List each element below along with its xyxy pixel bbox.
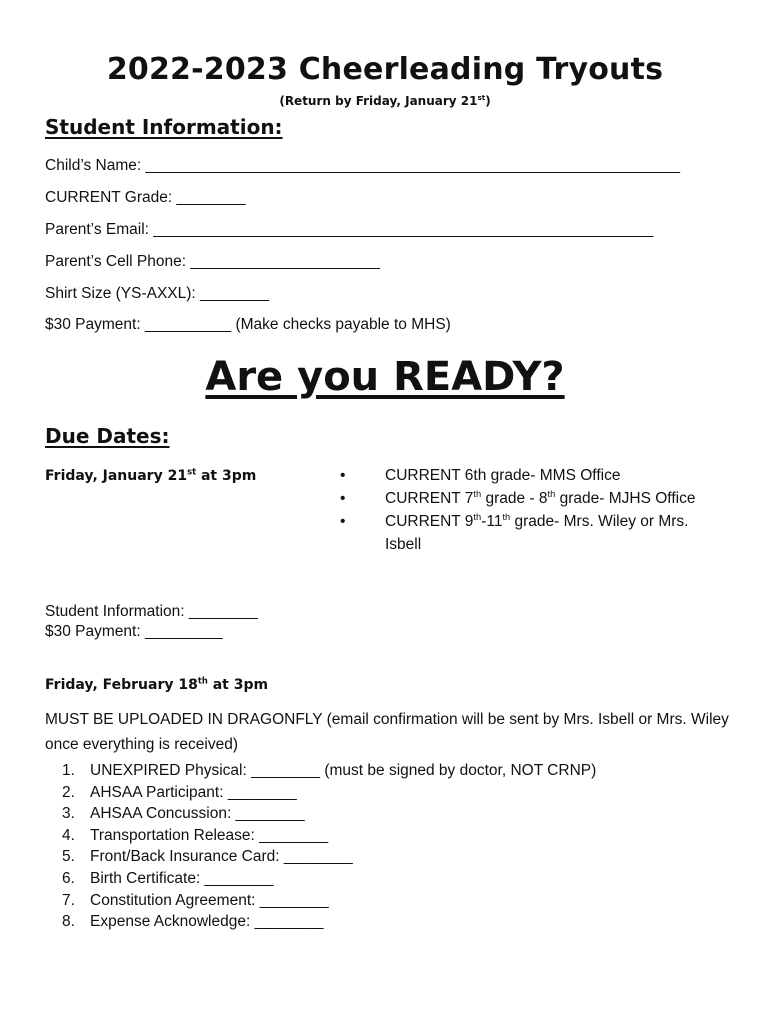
list-item: 1. UNEXPIRED Physical: ________ (must be signed by doctor, NOT CRNP) xyxy=(62,762,597,779)
payment-check-field: $30 Payment: _________ xyxy=(45,623,223,640)
list-item: 6. Birth Certificate: ________ xyxy=(62,869,274,887)
list-item: 5. Front/Back Insurance Card: ________ xyxy=(62,848,353,866)
list-item: 2. AHSAA Participant: ________ xyxy=(62,783,297,801)
list-item: 4. Transportation Release: ________ xyxy=(62,826,329,844)
student-info-heading: Student Information: xyxy=(45,115,283,139)
drop-off-locations-list xyxy=(340,464,720,556)
list-item: 7. Constitution Agreement: ________ xyxy=(62,891,329,909)
bullet-icon: • xyxy=(340,467,346,484)
list-item: 8. Expense Acknowledge: ________ xyxy=(62,913,324,931)
due-dates-heading: Due Dates: xyxy=(45,424,170,448)
parent-email-field: Parent’s Email: __________________________________________________________ xyxy=(45,221,654,238)
list-item: • CURRENT 6th grade- MMS Office xyxy=(340,464,720,487)
bullet-icon: • xyxy=(340,513,346,530)
list-item: • CURRENT 7th grade - 8th grade- MJHS Office xyxy=(340,487,720,510)
upload-instruction: MUST BE UPLOADED IN DRAGONFLY (email confirmation will be sent by Mrs. Isbell or Mrs. Wiley once everything is received) xyxy=(45,711,729,753)
childs-name-field: Child’s Name: ______________________________________________________________ xyxy=(45,157,680,174)
bullet-icon: • xyxy=(340,490,346,507)
parent-cell-phone-field: Parent’s Cell Phone: ______________________ xyxy=(45,253,380,270)
payment-field: $30 Payment: __________ (Make checks payable to MHS) xyxy=(45,316,451,333)
shirt-size-field: Shirt Size (YS-AXXL): ________ xyxy=(45,285,270,302)
return-by-note: (Return by Friday, January 21st) xyxy=(279,93,491,108)
second-due-date-label: Friday, February 18th at 3pm xyxy=(45,675,269,693)
list-item: 3. AHSAA Concussion: ________ xyxy=(62,805,305,823)
first-due-date-label: Friday, January 21st at 3pm xyxy=(45,466,257,484)
current-grade-field: CURRENT Grade: ________ xyxy=(45,189,246,206)
list-item: • CURRENT 9th-11th grade- Mrs. Wiley or Mrs. Isbell xyxy=(340,511,689,553)
student-info-check-field: Student Information: ________ xyxy=(45,603,258,620)
required-documents-list xyxy=(62,760,596,933)
ready-banner: Are you READY? xyxy=(205,354,565,400)
page-title: 2022-2023 Cheerleading Tryouts xyxy=(106,52,664,87)
